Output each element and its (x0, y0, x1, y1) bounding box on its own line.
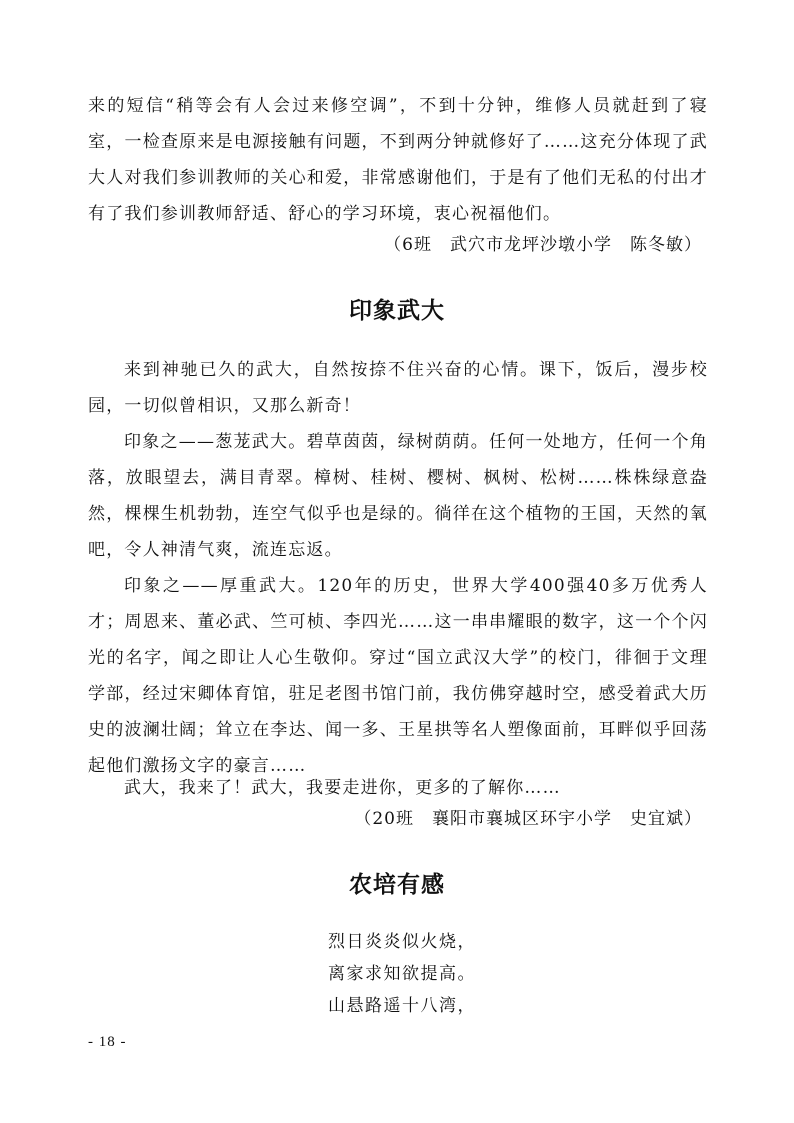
intro-paragraph: 来的短信“稍等会有人会过来修空调”，不到十分钟，维修人员就赶到了寝室，一检查原来是电源接触有问题，不到两分钟就修好了……这充分体现了武大人对我们参训教师的关心和爱，非常感谢他们，于是有了他们无私的付出才有了我们参训教师舒适、舒心的学习环境，衷心祝福他们。 (88, 96, 708, 224)
page-number: - 18 - (88, 1034, 127, 1050)
section1-attribution: （20班 襄阳市襄城区环宇小学 史宜斌） (354, 809, 702, 829)
section-title-agri-training: 农培有感 (349, 872, 445, 898)
section1-paragraph: 来到神驰已久的武大，自然按捺不住兴奋的心情。课下，饭后，漫步校园，一切似曾相识，又那么新奇！ (88, 360, 708, 416)
section1-paragraph: 武大，我来了！武大，我要走进你，更多的了解你…… (124, 778, 561, 798)
section1-paragraph: 印象之——厚重武大。120年的历史，世界大学400强40多万优秀人才；周恩来、董必武、竺可桢、李四光……这一串串耀眼的数字，这一个个闪光的名字，闻之即让人心生敬仰。穿过“国立武汉大学”的校门，徘徊于文理学部，经过宋卿体育馆，驻足老图书馆门前，我仿佛穿越时空，感受着武大历史的波澜壮阔；耸立在李达、闻一多、王星拱等名人塑像面前，耳畔似乎回荡起他们激扬文字的豪言…… (88, 576, 708, 776)
poem (328, 926, 628, 1022)
poem-line: 离家求知欲提高。 (328, 964, 476, 984)
poem-line: 山悬路遥十八湾， (328, 996, 476, 1016)
section-title-impression: 印象武大 (349, 298, 445, 324)
section1-paragraph: 印象之——葱茏武大。碧草茵茵，绿树荫荫。任何一处地方，任何一个角落，放眼望去，满目青翠。樟树、桂树、樱树、枫树、松树……株株绿意盎然，棵棵生机勃勃，连空气似乎也是绿的。徜徉在这个植物的王国，天然的氧吧，令人神清气爽，流连忘返。 (88, 432, 708, 560)
intro-attribution: （6班 武穴市龙坪沙墩小学 陈冬敏） (384, 235, 702, 255)
poem-line: 烈日炎炎似火烧， (328, 932, 476, 952)
